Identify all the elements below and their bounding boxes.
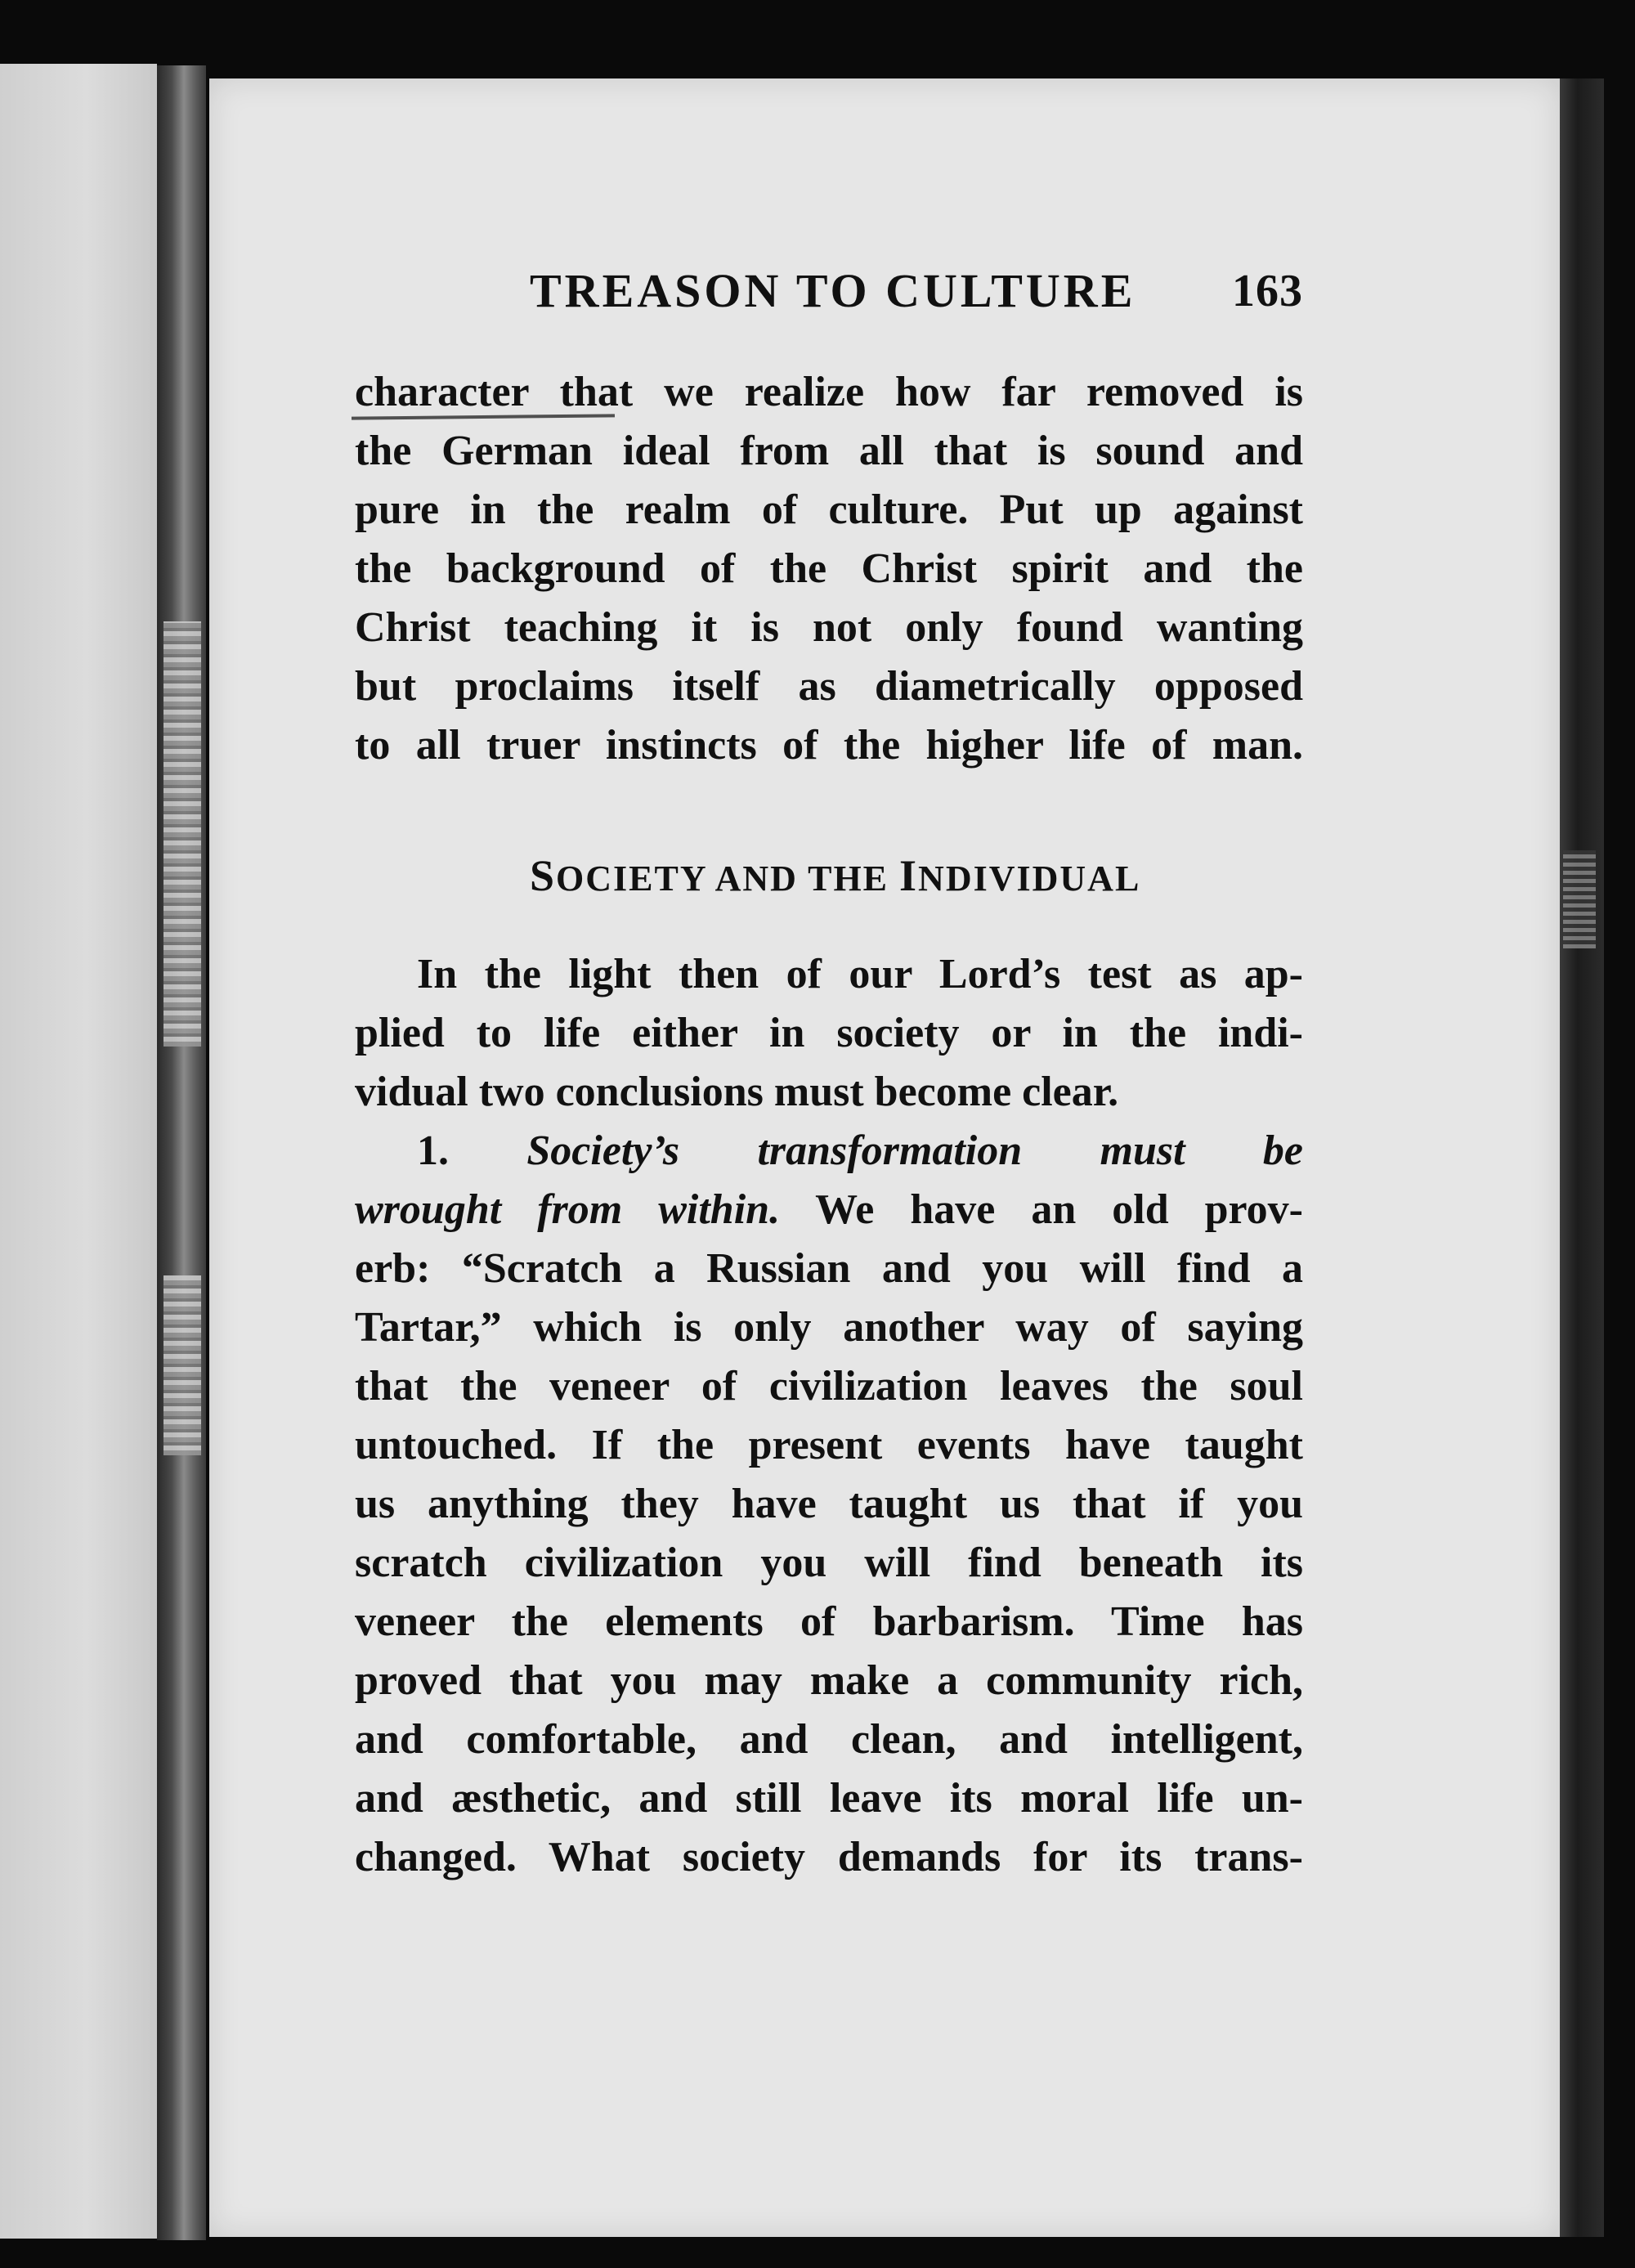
text-line: the background of the Christ spirit and the: [355, 545, 1303, 592]
section-subheading: [530, 850, 1140, 901]
text-line: In the light then of our Lord’s test as ap-: [417, 951, 1303, 997]
text-line: and æsthetic, and still leave its moral life un-: [355, 1775, 1303, 1822]
subheading-initial: S: [530, 851, 557, 900]
running-title: TREASON TO CULTURE: [530, 264, 1136, 317]
binding-edge: [1560, 78, 1604, 2237]
text-line: character that we realize how far removed is: [355, 369, 1303, 415]
text-line: the German ideal from all that is sound and: [355, 428, 1303, 474]
page-number: 163: [1232, 266, 1303, 316]
text-line: plied to life either in society or in the indi-: [355, 1010, 1303, 1056]
binding-texture: [1563, 850, 1596, 948]
text-line: proved that you may make a community rich,: [355, 1657, 1303, 1704]
text-line: [417, 1125, 1303, 1177]
text-line: Christ teaching it is not only found wanting: [355, 604, 1303, 651]
text-line: vidual two conclusions must become clear.: [355, 1069, 1119, 1115]
text-line: pure in the realm of culture. Put up against: [355, 486, 1303, 533]
text-line: to all truer instincts of the higher life of man.: [355, 722, 1303, 769]
text-line: [355, 1184, 1303, 1236]
gutter-texture: [164, 621, 201, 1047]
list-number: 1.: [417, 1127, 449, 1174]
text-line: changed. What society demands for its trans-: [355, 1834, 1303, 1880]
text-line: and comfortable, and clean, and intelligent,: [355, 1716, 1303, 1763]
text-line: but proclaims itself as diametrically opposed: [355, 663, 1303, 710]
text-line: scratch civilization you will find beneath its: [355, 1540, 1303, 1586]
text-run: We have an old prov-: [780, 1186, 1304, 1233]
text-line: veneer the elements of barbarism. Time has: [355, 1598, 1303, 1645]
gutter-texture: [164, 1275, 201, 1455]
subheading-text: OCIETY AND THE: [556, 858, 900, 899]
text-line: Tartar,” which is only another way of saying: [355, 1304, 1303, 1351]
text-line: untouched. If the present events have taught: [355, 1422, 1303, 1468]
text-line: that the veneer of civilization leaves the soul: [355, 1363, 1303, 1410]
italic-heading: Society’s transformation must be: [526, 1127, 1303, 1174]
text-line: erb: “Scratch a Russian and you will find a: [355, 1245, 1303, 1292]
book-gutter: [157, 65, 206, 2240]
subheading-initial: I: [899, 851, 919, 900]
facing-page-edge: [0, 64, 157, 2239]
text-line: us anything they have taught us that if you: [355, 1481, 1303, 1527]
subheading-text: NDIVIDUAL: [918, 858, 1141, 899]
running-head: [355, 263, 1303, 329]
italic-heading: wrought from within.: [355, 1186, 781, 1233]
